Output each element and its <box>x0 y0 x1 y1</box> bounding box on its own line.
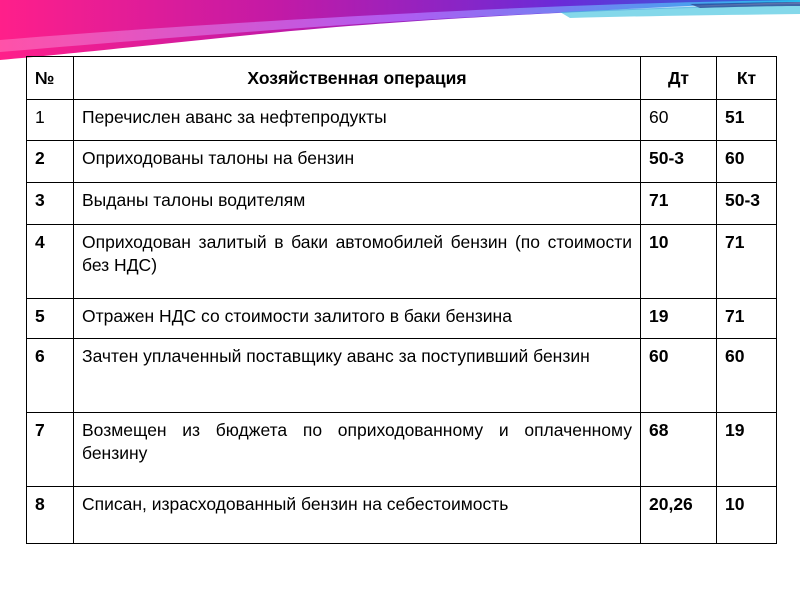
row-number: 5 <box>27 299 74 339</box>
row-credit: 71 <box>717 225 777 299</box>
row-debit: 10 <box>641 225 717 299</box>
row-debit: 71 <box>641 183 717 225</box>
row-operation: Оприходованы талоны на бензин <box>74 141 641 183</box>
row-credit: 50-3 <box>717 183 777 225</box>
row-debit: 20,26 <box>641 487 717 544</box>
row-credit: 51 <box>717 100 777 141</box>
row-number: 4 <box>27 225 74 299</box>
row-operation: Зачтен уплаченный поставщику аванс за поступивший бензин <box>74 339 641 413</box>
row-operation: Оприходован залитый в баки автомобилей бензин (по стоимости без НДС) <box>74 225 641 299</box>
row-operation: Выданы талоны водителям <box>74 183 641 225</box>
table-row <box>27 487 777 544</box>
row-credit: 71 <box>717 299 777 339</box>
row-operation: Отражен НДС со стоимости залитого в баки бензина <box>74 299 641 339</box>
row-operation: Списан, израсходованный бензин на себестоимость <box>74 487 641 544</box>
row-operation: Возмещен из бюджета по оприходованному и оплаченному бензину <box>74 413 641 487</box>
header-operation: Хозяйственная операция <box>74 57 641 100</box>
operations-table-container <box>26 56 776 543</box>
row-debit: 68 <box>641 413 717 487</box>
row-debit: 50-3 <box>641 141 717 183</box>
table-row <box>27 339 777 413</box>
row-number: 6 <box>27 339 74 413</box>
table-header-row <box>27 57 777 100</box>
decorative-header-swoosh <box>0 0 800 60</box>
row-number: 8 <box>27 487 74 544</box>
row-number: 1 <box>27 100 74 141</box>
row-number: 3 <box>27 183 74 225</box>
table-row <box>27 225 777 299</box>
operations-table <box>26 56 777 544</box>
table-row <box>27 299 777 339</box>
header-number: № <box>27 57 74 100</box>
row-number: 7 <box>27 413 74 487</box>
row-credit: 60 <box>717 141 777 183</box>
row-number: 2 <box>27 141 74 183</box>
row-operation: Перечислен аванс за нефтепродукты <box>74 100 641 141</box>
row-credit: 10 <box>717 487 777 544</box>
table-row <box>27 141 777 183</box>
row-debit: 19 <box>641 299 717 339</box>
row-debit: 60 <box>641 100 717 141</box>
table-row <box>27 183 777 225</box>
header-debit: Дт <box>641 57 717 100</box>
row-debit: 60 <box>641 339 717 413</box>
table-row <box>27 100 777 141</box>
header-credit: Кт <box>717 57 777 100</box>
row-credit: 19 <box>717 413 777 487</box>
table-row <box>27 413 777 487</box>
row-credit: 60 <box>717 339 777 413</box>
